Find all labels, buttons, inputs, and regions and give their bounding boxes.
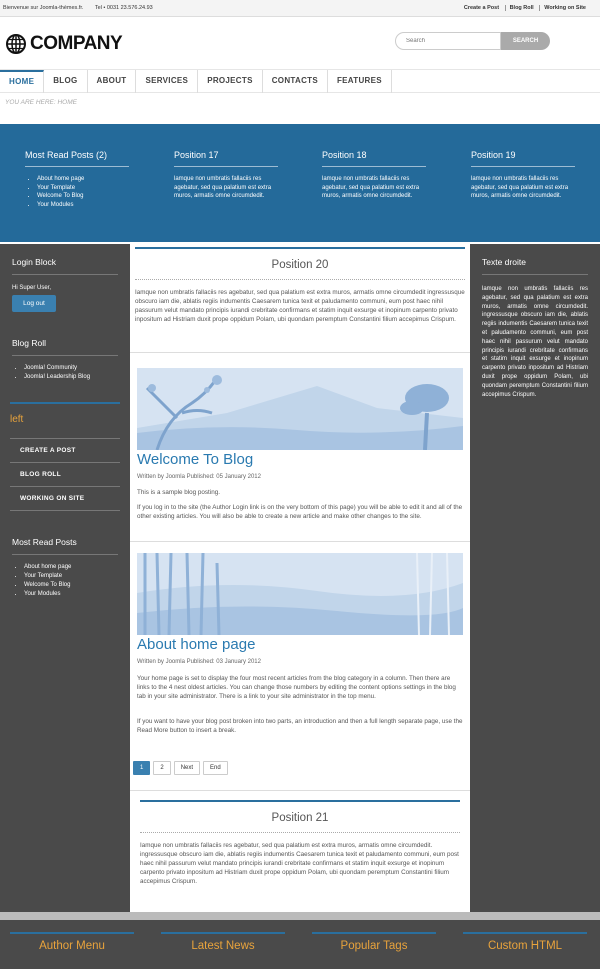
article-title[interactable]: Welcome To Blog [137,451,254,468]
band-title: Position 19 [471,150,575,167]
footer-latest-news: Latest News [161,932,285,952]
logo-text: COMPANY [30,33,123,54]
nav-about[interactable]: ABOUT [88,70,137,93]
left-sidebar [0,244,130,912]
article-paragraph: If you want to have your blog post broken into two parts, an introduction and then a full length separate page, use the Read More button to insert a break. [137,718,463,734]
menu-create-post[interactable]: CREATE A POST [10,439,120,463]
nav-features[interactable]: FEATURES [328,70,392,93]
main-content [130,244,470,912]
page-next[interactable]: Next [174,761,200,775]
article-image-bamboo [137,553,463,635]
mostread-title: Most Read Posts [12,537,118,555]
band-title: Position 17 [174,150,278,167]
blogroll-link[interactable]: • Joomla! Community [24,364,130,373]
position-21 [140,800,460,886]
left-title: left [10,414,24,425]
band-link[interactable]: • About home page [37,175,129,184]
band-link[interactable]: • Your Template [37,184,129,193]
login-title: Login Block [12,257,118,275]
footer [0,912,600,969]
top-links [460,5,590,11]
feature-band [0,124,600,242]
logo[interactable] [6,33,122,55]
welcome-text: Bienvenue sur Joomla-thèmes.fr. [3,5,84,11]
position-20-title: Position 20 [135,249,465,280]
band-position-19 [471,150,575,201]
divider [130,541,470,542]
page-end[interactable]: End [203,761,228,775]
band-position-17 [174,150,278,201]
article-paragraph: Your home page is set to display the four most recent articles from the blog category in a column. Then there are links to the 4 nest oldest articles. You can change those numbers by editing the content options settings in the blog tab in your site administrator. There is a link to your site administrator in the top menu. [137,675,456,700]
right-text: lamque non umbratis fallaciis res agebatur, sed qua palatium est extra muros, armatis omne circumdedit. ingressusque obscuro iam die, ablatis regiis indumentis Caesarem tunica texit et paludamento communi, eum post haec nihil passurum velut mandato principis iurandi crebritate confirmans et statim inquit exsurge et inopinum carpento privato inpositum ad Histriam duxit prope oppidum Polam, ubi quondam peremptum Constantini filium accepimus Crispum. [482,286,588,398]
blogroll-title: Blog Roll [12,338,118,356]
nav-projects[interactable]: PROJECTS [198,70,263,93]
footer-popular-tags: Popular Tags [312,932,436,952]
mostread-link[interactable]: • Your Modules [24,590,130,599]
logout-button[interactable]: Log out [12,295,56,312]
article-paragraph: This is a sample blog posting. [137,489,220,496]
header [0,17,600,69]
top-link-create-post[interactable]: Create a Post [463,5,500,11]
top-bar [0,0,600,17]
blogroll-link[interactable]: • Joomla! Leadership Blog [24,373,130,382]
greeting: Hi Super User, [12,285,52,291]
nav-blog[interactable]: BLOG [44,70,87,93]
mostread-link[interactable]: • Your Template [24,572,130,581]
article-image-tree [137,368,463,450]
position-20-text: Iamque non umbratis fallaciis res agebatur, sed qua palatium est extra muros, armatis omne circumdedit ingressusque obscuro iam die, ablatis regiis indumentis Caesarem tunica texit et paludamento communi, eum post haec nihil passurum velut mandato principis iurandi crebritate confirmans et statim inquit exsurge et inopinum carpento privato inpositum ad Histriam duxit prope oppidum Polam, ubi quondam peremptum Constantini filium accepimus Crispum. [135,289,465,323]
globe-icon [6,34,26,54]
top-link-blog-roll[interactable]: Blog Roll [505,5,538,11]
page-2[interactable]: 2 [153,761,170,775]
mostread-link[interactable]: • About home page [24,563,130,572]
divider [130,352,470,353]
position-20 [135,247,465,324]
phone-text: Tel • 0031 23.576.24.93 [94,5,153,11]
band-most-read [25,150,129,209]
position-21-text: Iamque non umbratis fallaciis res agebatur, sed qua palatium est extra muros, armatis omne circumdedit. ingressusque obscuro iam die, ablatis regiis indumentis Caesarem tunica texit et paludamento communi, eum post haec nihil passurum velut mandato principis iurandi crebritate confirmans et statim inquit exsurge et inopinum carpento privato inpositum ad Histriam duxit prope oppidum Polam, ubi quondam peremptum Constantini filium accepimus Crispum. [140,842,459,885]
article-title[interactable]: About home page [137,636,256,653]
pagination [133,761,231,775]
right-sidebar [470,244,600,912]
nav-contacts[interactable]: CONTACTS [263,70,328,93]
main-nav [0,69,600,93]
article-meta: Written by Joomla Published: 03 January 2012 [137,659,261,665]
divider [10,402,120,404]
nav-home[interactable]: HOME [0,70,44,93]
band-title: Position 18 [322,150,426,167]
band-position-18 [322,150,426,201]
position-21-title: Position 21 [140,802,460,833]
page-1[interactable]: 1 [133,761,150,775]
left-menu [10,438,120,511]
breadcrumb: YOU ARE HERE: HOME [5,99,77,106]
band-text: lamque non umbratis fallaciis res agebatur, sed qua palatium est extra muros, armatis omne circumdedit. [471,176,569,199]
search-input[interactable] [395,32,501,50]
mostread-link[interactable]: • Welcome To Blog [24,581,130,590]
band-link[interactable]: • Welcome To Blog [37,192,129,201]
band-text: lamque non umbratis fallaciis res agebatur, sed qua palatium est extra muros, armatis omne circumdedit. [174,176,272,199]
top-bar-info [3,5,163,11]
menu-working-on-site[interactable]: WORKING ON SITE [10,487,120,511]
right-title: Texte droite [482,257,588,275]
footer-author-menu: Author Menu [10,932,134,952]
footer-custom-html: Custom HTML [463,932,587,952]
nav-services[interactable]: SERVICES [136,70,198,93]
band-most-read-title: Most Read Posts (2) [25,150,129,167]
article-paragraph: If you log in to the site (the Author Login link is on the very bottom of this page) you will be able to edit it and all of the other existing articles. You will also be able to create a new article and make other changes to the site. [137,504,463,520]
divider [130,790,470,791]
top-link-working-on-site[interactable]: Working on Site [539,5,590,11]
band-text: lamque non umbratis fallaciis res agebatur, sed qua palatium est extra muros, armatis omne circumdedit. [322,176,420,199]
article-meta: Written by Joomla Published: 05 January 2012 [137,474,261,480]
band-link[interactable]: • Your Modules [37,201,129,210]
menu-blog-roll[interactable]: BLOG ROLL [10,463,120,487]
search-button[interactable]: SEARCH [501,32,550,50]
